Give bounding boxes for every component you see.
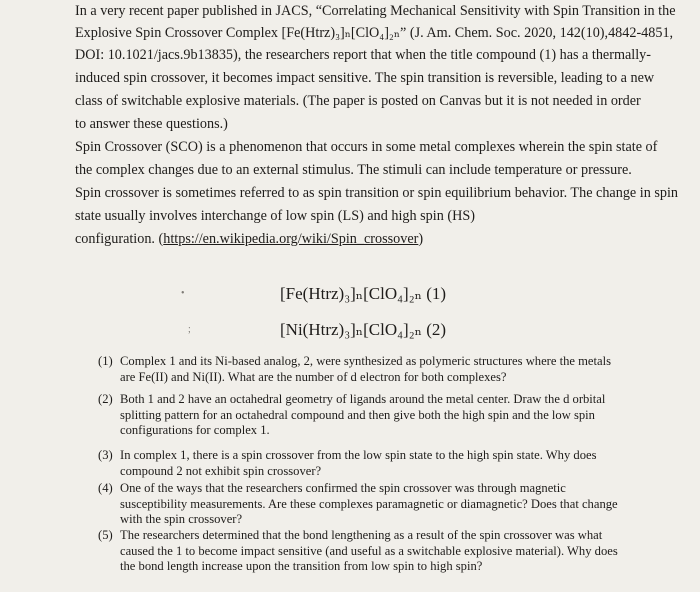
sco-line-5-end: ) (418, 231, 424, 247)
question-2: (2) Both 1 and 2 have an octahedral geometry of ligands around the metal center. Draw the d orbital splitting pattern for an octahedral compound and then give both the high spin and the low spin configurations for complex 1. (98, 392, 606, 437)
intro-line-2: Explosive Spin Crossover Complex [Fe(Htrz)₃]ₙ[ClO₄]₂ₙ” (J. Am. Chem. Soc. 2020, 142(10),4842-4851, (75, 25, 674, 41)
question-4: (4) One of the ways that the researchers confirmed the spin crossover was through magnetic susceptibility measurements. Are these complexes paramagnetic or diamagnetic? Does that change with the spin crossover? (98, 481, 618, 526)
sco-line-4: state usually involves interchange of low spin (LS) and high spin (HS) (75, 208, 475, 224)
intro-line-4: induced spin crossover, it becomes impact sensitive. The spin transition is reversible, leading to a new (75, 70, 655, 86)
question-number: (3) (98, 448, 113, 462)
sco-line-5 (75, 230, 423, 248)
question-1: (1) Complex 1 and its Ni-based analog, 2, were synthesized as polymeric structures where the metals are Fe(II) and Ni(II). What are the number of d electron for both complexes? (98, 354, 612, 384)
sco-line-2: the complex changes due to an external stimulus. The stimuli can include temperature or pressure. (75, 162, 632, 178)
intro-line-3: DOI: 10.1021/jacs.9b13835), the researchers report that when the title compound (1) has a thermally- (75, 47, 651, 63)
question-number: (5) (98, 528, 113, 542)
stray-dot: • (181, 288, 185, 299)
wikipedia-link[interactable]: https://en.wikipedia.org/wiki/Spin_crossover (163, 231, 419, 247)
sco-line-5-text: configuration. ( (75, 231, 164, 247)
intro-line-5: class of switchable explosive materials. (The paper is posted on Canvas but it is not needed in order (75, 93, 641, 109)
question-number: (4) (98, 481, 113, 495)
stray-mark: ; (188, 324, 191, 335)
formula-2: [Ni(Htrz)₃]ₙ[ClO₄]₂ₙ (2) (280, 320, 447, 339)
intro-line-1: In a very recent paper published in JACS, “Correlating Mechanical Sensitivity with Spin Transition in the (75, 3, 676, 19)
question-number: (2) (98, 392, 113, 406)
intro-line-6: to answer these questions.) (75, 116, 228, 132)
sco-line-1: Spin Crossover (SCO) is a phenomenon that occurs in some metal complexes wherein the spin state of (75, 139, 658, 155)
question-number: (1) (98, 354, 113, 368)
sco-line-3: Spin crossover is sometimes referred to as spin transition or spin equilibrium behavior. The change in spin (75, 185, 678, 201)
question-3: (3) In complex 1, there is a spin crossover from the low spin state to the high spin state. Why does compound 2 not exhibit spin crossover? (98, 448, 597, 478)
question-5: (5) The researchers determined that the bond lengthening as a result of the spin crossover was what caused the 1 to become impact sensitive (and useful as a switchable explosive material). Why does the bond length increase upon the transition from low spin to high spin? (98, 528, 618, 573)
formula-1: [Fe(Htrz)₃]ₙ[ClO₄]₂ₙ (1) (280, 284, 447, 303)
